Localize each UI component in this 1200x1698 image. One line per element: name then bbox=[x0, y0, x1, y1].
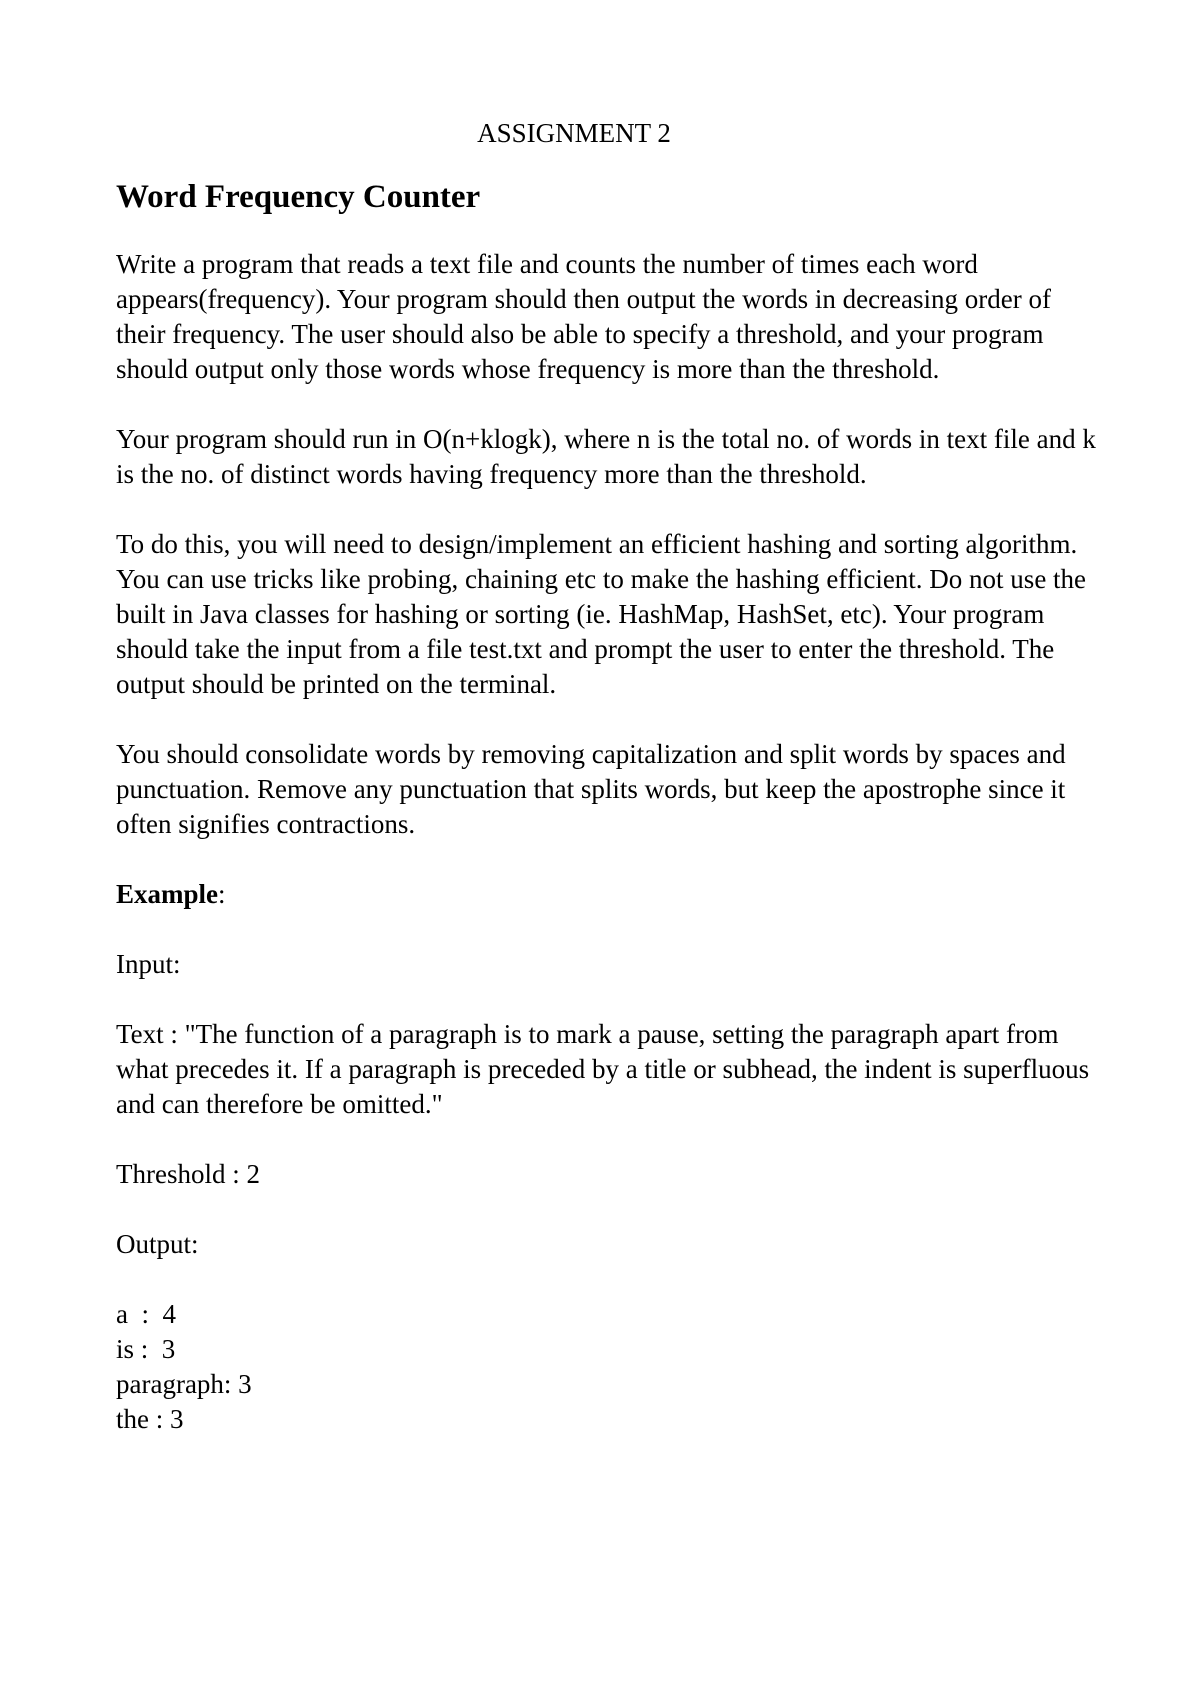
example-heading-label: Example bbox=[116, 879, 219, 909]
threshold-line: Threshold : 2 bbox=[116, 1159, 260, 1189]
document-page bbox=[116, 116, 1096, 1437]
output-line: a : 4 bbox=[116, 1299, 176, 1329]
example-heading bbox=[116, 877, 1096, 912]
input-label: Input: bbox=[116, 949, 181, 979]
output-label: Output: bbox=[116, 1229, 199, 1259]
example-heading-colon: : bbox=[218, 879, 226, 909]
input-text: Text : "The function of a paragraph is to mark a pause, setting the paragraph apart from what precedes it. If a paragraph is preceded by a title or subhead, the indent is superfluous and can therefore be omitted." bbox=[116, 1019, 1090, 1119]
paragraph-intro: Write a program that reads a text file and counts the number of times each word appears(frequency). Your program should then output the words in decreasing order of their frequency. The user should also be able to specify a threshold, and your program should output only those words whose frequency is more than the threshold. bbox=[116, 249, 1051, 384]
paragraph-complexity: Your program should run in O(n+klogk), where n is the total no. of words in text file and k is the no. of distinct words having frequency more than the threshold. bbox=[116, 424, 1096, 489]
document-title: Word Frequency Counter bbox=[116, 179, 481, 215]
paragraph-implementation: To do this, you will need to design/implement an efficient hashing and sorting algorithm. You can use tricks like probing, chaining etc to make the hashing efficient. Do not use the built in Java classes for hashing or sorting (ie. HashMap, HashSet, etc). Your program should take the input from a file test.txt and prompt the user to enter the threshold. The output should be printed on the terminal. bbox=[116, 529, 1087, 699]
output-list bbox=[116, 1297, 1096, 1437]
output-line: is : 3 bbox=[116, 1334, 176, 1364]
output-line: paragraph: 3 bbox=[116, 1369, 252, 1399]
assignment-label: ASSIGNMENT 2 bbox=[477, 118, 671, 148]
output-line: the : 3 bbox=[116, 1404, 184, 1434]
paragraph-consolidation: You should consolidate words by removing capitalization and split words by spaces and punctuation. Remove any punctuation that splits words, but keep the apostrophe since it often signifies contractions. bbox=[116, 739, 1066, 839]
